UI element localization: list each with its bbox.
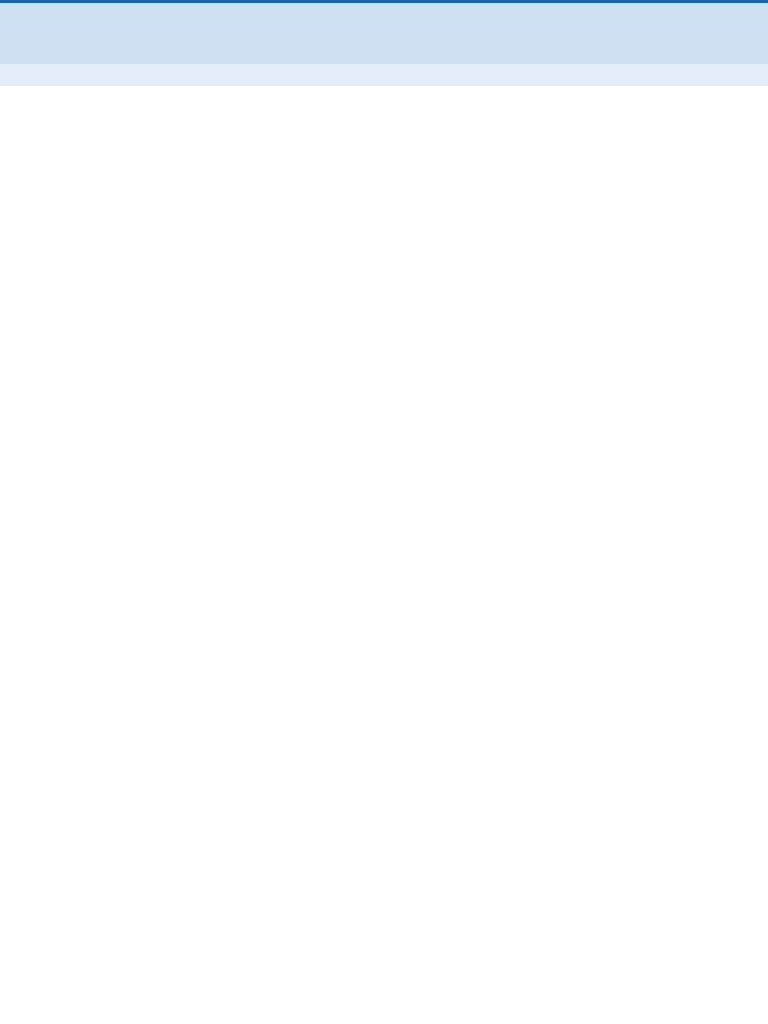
header-subbar — [0, 64, 768, 86]
site-header — [0, 0, 768, 64]
